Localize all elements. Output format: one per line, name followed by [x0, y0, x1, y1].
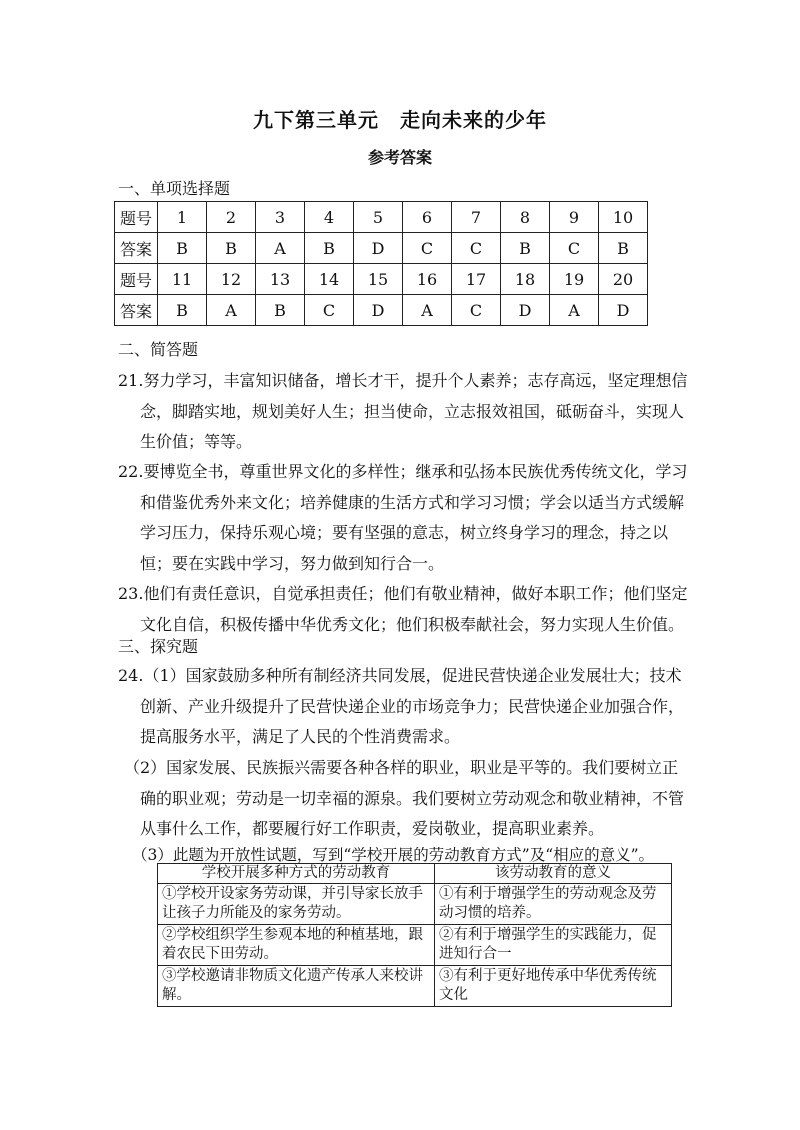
- answer-table-row-label: 题号: [115, 202, 158, 233]
- section-heading-single-choice: 一、单项选择题: [118, 179, 231, 198]
- answer-table-cell: B: [256, 295, 305, 326]
- table-row: [158, 884, 672, 925]
- answer-table-row-label: 答案: [115, 295, 158, 326]
- answer-table-cell: B: [158, 295, 207, 326]
- table-header-methods: 学校开展多种方式的劳动教育: [158, 864, 435, 884]
- table-cell-method: ②学校组织学生参观本地的种植基地，跟着农民下田劳动。: [158, 925, 435, 966]
- answer-table-cell: B: [501, 233, 550, 264]
- answer-table-cell: D: [599, 295, 648, 326]
- section-heading-short-answer: 二、简答题: [118, 340, 199, 359]
- answer-table-cell: 2: [207, 202, 256, 233]
- answer-table-cell: 12: [207, 264, 256, 295]
- answer-table-cell: D: [501, 295, 550, 326]
- answer-table-cell: 10: [599, 202, 648, 233]
- question-24-part2-text: （2）国家发展、民族振兴需要各种各样的职业，职业是平等的。我们要树立正确的职业观；劳动是一切幸福的源泉。我们要树立劳动观念和敬业精神，不管从事什么工作，都要履行好工作职责，爱岗敬业，提高职业素养。: [124, 758, 685, 838]
- answer-table-cell: D: [354, 233, 403, 264]
- page-title: 九下第三单元 走向未来的少年: [253, 108, 547, 132]
- answer-table-row-label: 题号: [115, 264, 158, 295]
- answer-table-row: [115, 264, 648, 295]
- labor-education-table: [157, 863, 672, 1007]
- answer-table-cell: A: [403, 295, 452, 326]
- answer-table-row: [115, 233, 648, 264]
- table-row: [158, 966, 672, 1007]
- question-24-part3-intro: （3）此题为开放性试题，写到“学校开展的劳动教育方式”及“相应的意义”。: [132, 846, 655, 864]
- answer-table-cell: D: [354, 295, 403, 326]
- answer-table-cell: B: [207, 233, 256, 264]
- table-cell-significance: ③有利于更好地传承中华优秀传统文化: [435, 966, 672, 1007]
- answer-table-cell: 8: [501, 202, 550, 233]
- answer-table-cell: 18: [501, 264, 550, 295]
- answer-table-cell: 20: [599, 264, 648, 295]
- answer-table-cell: 13: [256, 264, 305, 295]
- answer-table-cell: C: [403, 233, 452, 264]
- answer-table-cell: 15: [354, 264, 403, 295]
- table-cell-significance: ①有利于增强学生的劳动观念及劳动习惯的培养。: [435, 884, 672, 925]
- question-23-text: 23.他们有责任意识，自觉承担责任；他们有敬业精神，做好本职工作；他们坚定文化自信，积极传播中华优秀文化；他们积极奉献社会，努力实现人生价值。: [118, 584, 688, 634]
- answer-table-row: [115, 202, 648, 233]
- answer-table-cell: 16: [403, 264, 452, 295]
- answer-table-cell: A: [256, 233, 305, 264]
- section-heading-inquiry: 三、探究题: [118, 637, 199, 656]
- answer-table-row-label: 答案: [115, 233, 158, 264]
- answer-table-cell: B: [305, 233, 354, 264]
- answer-table-cell: 7: [452, 202, 501, 233]
- answer-table-cell: 1: [158, 202, 207, 233]
- answer-table-cell: 14: [305, 264, 354, 295]
- question-21-text: 21.努力学习，丰富知识储备，增长才干，提升个人素养；志存高远，坚定理想信念，脚踏实地，规划美好人生；担当使命，立志报效祖国，砥砺奋斗，实现人生价值；等等。: [118, 371, 688, 451]
- table-header-significance: 该劳动教育的意义: [435, 864, 672, 884]
- page-subtitle: 参考答案: [367, 148, 432, 167]
- answer-table-cell: 17: [452, 264, 501, 295]
- answer-table-cell: C: [452, 295, 501, 326]
- answer-table-cell: 6: [403, 202, 452, 233]
- table-cell-method: ③学校邀请非物质文化遗产传承人来校讲解。: [158, 966, 435, 1007]
- answer-table-cell: C: [305, 295, 354, 326]
- table-row: [158, 925, 672, 966]
- table-cell-method: ①学校开设家务劳动课，并引导家长放手让孩子力所能及的家务劳动。: [158, 884, 435, 925]
- answer-table-row: [115, 295, 648, 326]
- question-24-part2-answer: [124, 753, 690, 845]
- answer-table-cell: 4: [305, 202, 354, 233]
- question-22-text: 22.要博览全书，尊重世界文化的多样性；继承和弘扬本民族优秀传统文化，学习和借鉴优秀外来文化；培养健康的生活方式和学习习惯；学会以适当方式缓解学习压力，保持乐观心境；要有坚强的意志，树立终身学习的理念，持之以恒；要在实践中学习，努力做到知行合一。: [118, 462, 688, 573]
- table-cell-significance: ②有利于增强学生的实践能力，促进知行合一: [435, 925, 672, 966]
- answer-table-cell: A: [207, 295, 256, 326]
- answer-table-cell: 3: [256, 202, 305, 233]
- answer-table-cell: 11: [158, 264, 207, 295]
- answer-table-cell: 5: [354, 202, 403, 233]
- answer-table-cell: C: [550, 233, 599, 264]
- answer-table-cell: B: [599, 233, 648, 264]
- answer-table-cell: 19: [550, 264, 599, 295]
- question-22-answer: [118, 457, 688, 579]
- question-24-part1-answer: [118, 661, 688, 753]
- answer-table-cell: C: [452, 233, 501, 264]
- answer-table-cell: A: [550, 295, 599, 326]
- question-21-answer: [118, 366, 688, 458]
- answer-key-table: [114, 201, 648, 326]
- answer-table-cell: 9: [550, 202, 599, 233]
- question-24-part1-text: 24.（1）国家鼓励多种所有制经济共同发展，促进民营快递企业发展壮大；技术创新、产业升级提升了民营快递企业的市场竞争力；民营快递企业加强合作，提高服务水平，满足了人民的个性消费需求。: [118, 666, 685, 746]
- question-23-answer: [118, 579, 688, 640]
- answer-table-cell: B: [158, 233, 207, 264]
